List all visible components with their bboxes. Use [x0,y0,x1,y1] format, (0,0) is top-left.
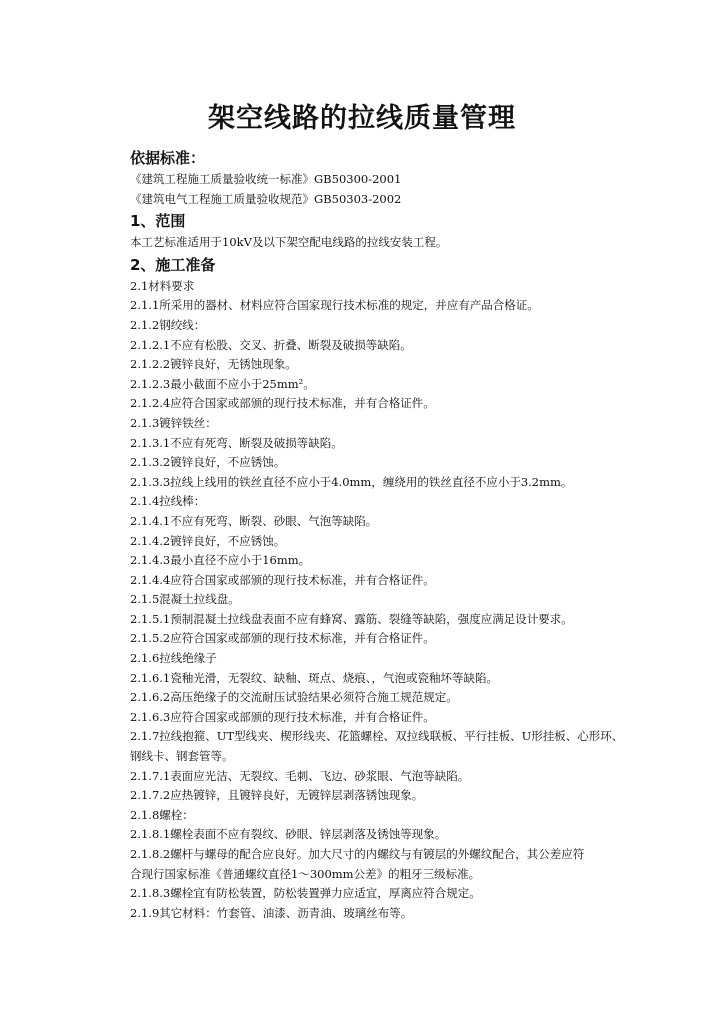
clause-line: 2.1.4.2镀锌良好，不应锈蚀。 [130,533,286,548]
clause-line: 2.1.2.2镀锌良好，无锈蚀现象。 [130,357,297,372]
prep-lines [130,277,650,924]
clause-line: 2.1材料要求 [130,278,195,293]
clause-line: 2.1.2.1不应有松股、交叉、折叠、断裂及破损等缺陷。 [130,337,412,352]
clause-line: 合现行国家标准《普通螺纹直径1～300mm公差》的粗牙三级标准。 [130,866,481,881]
clause-line: 2.1.6.2高压绝缘子的交流耐压试验结果必须符合施工规范规定。 [130,690,458,705]
clause-line: 2.1.8.1螺栓表面不应有裂纹、砂眼、锌层剥落及锈蚀等现象。 [130,827,447,842]
clause-line: 2.1.6.3应符合国家或部颁的现行技术标准，并有合格证件。 [130,709,435,724]
clause-line: 2.1.3.1不应有死弯、断裂及破损等缺陷。 [130,435,343,450]
clause-line: 2.1.5.2应符合国家或部颁的现行技术标准，并有合格证件。 [130,631,435,646]
document-title: 架空线路的拉线质量管理 [208,103,516,134]
basis-standard-1: 《建筑工程施工质量验收统一标准》GB50300-2001 [130,172,402,186]
scope-text: 本工艺标准适用于10kV及以下架空配电线路的拉线安装工程。 [130,235,448,250]
clause-line: 2.1.7.2应热镀锌，且镀锌良好，无镀锌层剥落锈蚀现象。 [130,788,424,803]
clause-line: 2.1.5.1预制混凝土拉线盘表面不应有蜂窝、露筋、裂缝等缺陷，强度应满足设计要求。 [130,611,573,626]
clause-line: 2.1.3镀锌铁丝： [130,415,217,430]
clause-line: 2.1.4.4应符合国家或部颁的现行技术标准，并有合格证件。 [130,572,435,587]
clause-line: 2.1.3.2镀锌良好，不应锈蚀。 [130,455,286,470]
clause-line: 2.1.1所采用的器材、材料应符合国家现行技术标准的规定，并应有产品合格证。 [130,298,539,313]
clause-line: 2.1.7.1表面应光洁、无裂纹、毛刺、飞边、砂浆眼、气泡等缺陷。 [130,768,470,783]
clause-line: 2.1.2钢绞线： [130,317,206,332]
document-body [130,146,650,923]
clause-line: 2.1.6.1瓷釉光滑，无裂纹、缺釉、斑点、烧痕、，气泡或瓷釉坏等缺陷。 [130,670,498,685]
clause-line: 2.1.8螺栓： [130,807,194,822]
clause-line: 2.1.4拉线棒： [130,494,206,509]
clause-line: 2.1.5混凝土拉线盘。 [130,592,240,607]
clause-line: 2.1.6拉线绝缘子 [130,651,217,666]
clause-line: 2.1.8.3螺栓宜有防松装置，防松装置弹力应适宜，厚离应符合规定。 [130,886,481,901]
clause-line: 2.1.2.3最小截面不应小于25mm²。 [130,376,315,391]
clause-line: 2.1.3.3拉线上线用的铁丝直径不应小于4.0mm，缠绕用的铁丝直径不应小于3.2mm。 [130,474,573,489]
clause-line: 2.1.8.2螺杆与螺母的配合应良好。加大尺寸的内螺纹与有镀层的外螺纹配合，其公差应符 [130,847,585,861]
basis-heading: 依据标准： [130,149,206,167]
scope-heading: 1、范围 [130,212,186,231]
clause-line: 钢线卡、钢套管等。 [130,749,234,764]
clause-line: 2.1.4.1不应有死弯、断裂、砂眼、气泡等缺陷。 [130,513,378,528]
prep-heading: 2、施工准备 [130,255,216,274]
basis-standard-2: 《建筑电气工程施工质量验收规范》GB50303-2002 [130,191,402,206]
clause-line: 2.1.4.3最小直径不应小于16mm。 [130,553,311,568]
clause-line: 2.1.2.4应符合国家或部颁的现行技术标准，并有合格证件。 [130,396,435,411]
clause-line: 2.1.9其它材料：竹套管、油漆、沥青油、玻璃丝布等。 [130,905,413,920]
clause-line: 2.1.7拉线抱箍、UT型线夹、楔形线夹、花篮螺栓、双拉线联板、平行挂板、U形挂板、心形环、 [130,729,624,744]
